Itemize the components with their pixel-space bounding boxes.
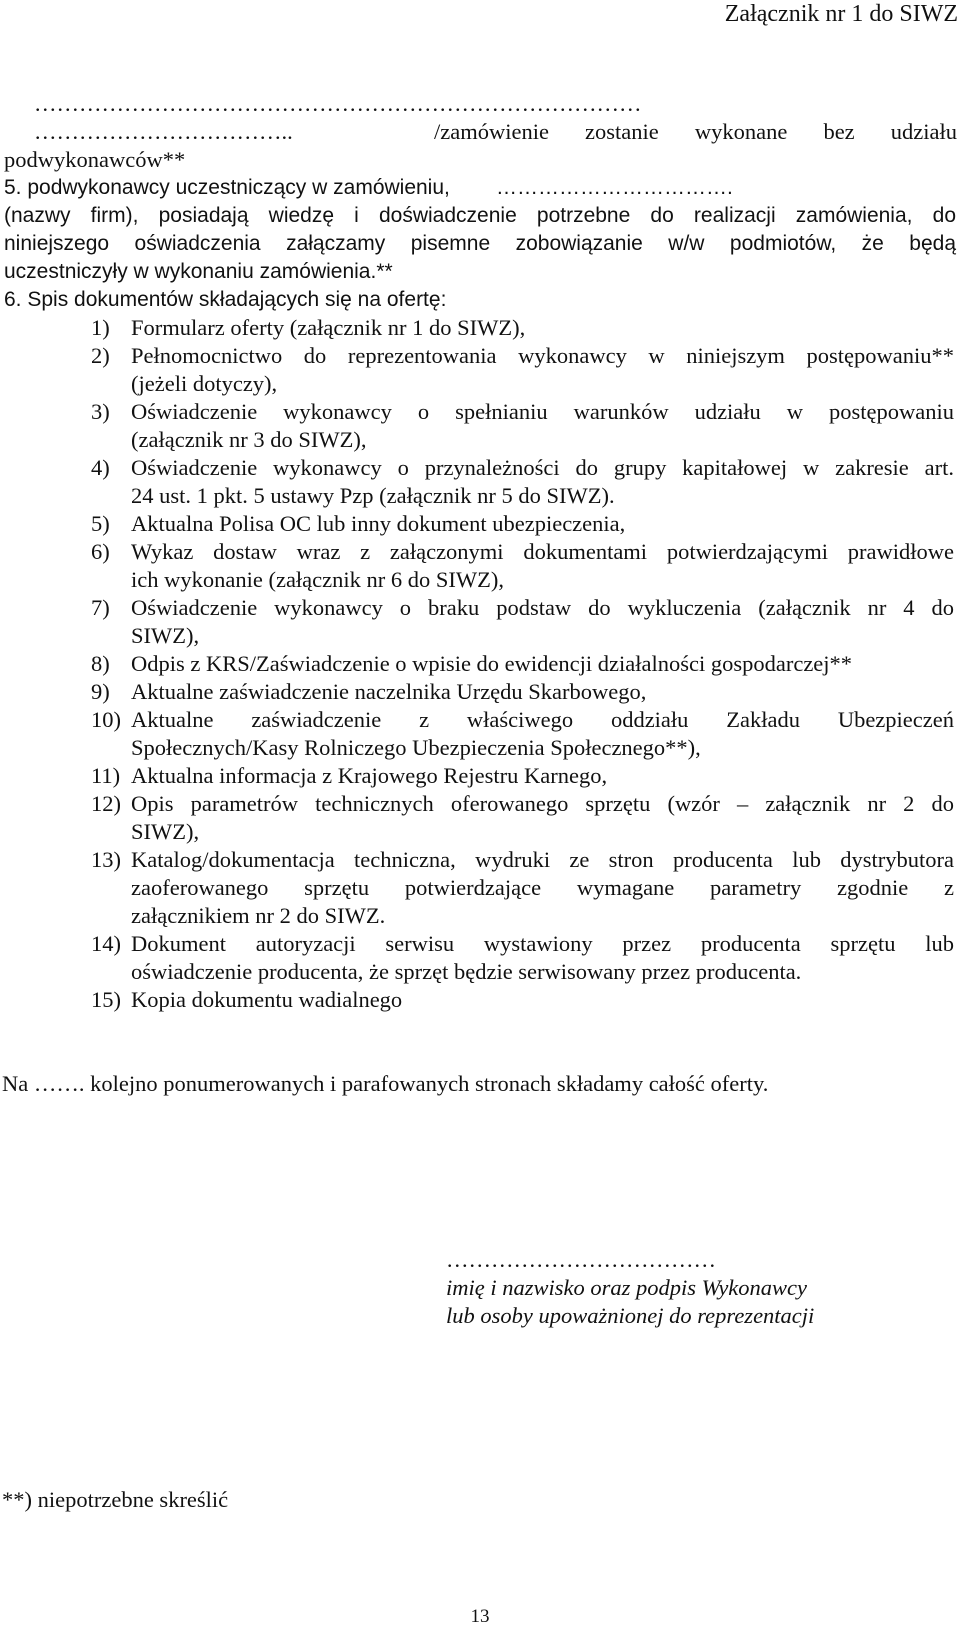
list-item: Dokument autoryzacji serwisu wystawiony przez producenta sprzętu lub — [131, 931, 954, 956]
section-5-dots: ……………………………. — [496, 176, 733, 199]
list-item: Oświadczenie wykonawcy o braku podstaw do wykluczenia (załącznik nr 4 do — [131, 595, 954, 620]
list-item: Oświadczenie wykonawcy o spełnianiu warunków udziału w postępowaniu — [131, 399, 954, 424]
list-item-number: 15) — [91, 987, 121, 1012]
list-item-continuation: załącznikiem nr 2 do SIWZ. — [131, 903, 386, 928]
list-item: Aktualne zaświadczenie naczelnika Urzędu Skarbowego, — [131, 679, 647, 704]
section-5-line-4: uczestniczyły w wykonaniu zamówienia.** — [4, 260, 393, 283]
list-item-number: 13) — [91, 847, 121, 872]
list-item: Oświadczenie wykonawcy o przynależności do grupy kapitałowej w zakresie art. — [131, 455, 954, 480]
list-item-continuation: (jeżeli dotyczy), — [131, 371, 278, 396]
list-item-number: 8) — [91, 651, 110, 676]
list-item-continuation: (załącznik nr 3 do SIWZ), — [131, 427, 367, 452]
list-item: Aktualna informacja z Krajowego Rejestru Karnego, — [131, 763, 608, 788]
section-5-line-3: niniejszego oświadczenia załączamy pisemne zobowiązanie w/w podmiotów, że będą — [4, 232, 956, 255]
list-item: Wykaz dostaw wraz z załączonymi dokumentami potwierdzającymi prawidłowe — [131, 539, 954, 564]
list-item-number: 3) — [91, 399, 110, 424]
list-item-continuation: Społecznych/Kasy Rolniczego Ubezpieczenia Społecznego**), — [131, 735, 701, 760]
list-item-number: 10) — [91, 707, 121, 732]
no-subcontractors-text: /zamówienie zostanie wykonane bez udziału — [434, 119, 957, 144]
no-subcontractors-text-cont: podwykonawców** — [4, 147, 186, 172]
list-item-number: 2) — [91, 343, 110, 368]
list-item-number: 7) — [91, 595, 110, 620]
list-item: Odpis z KRS/Zaświadczenie o wpisie do ewidencji działalności gospodarczej** — [131, 651, 853, 676]
section-6-heading: 6. Spis dokumentów składających się na ofertę: — [4, 288, 447, 311]
list-item-number: 5) — [91, 511, 110, 536]
list-item: Kopia dokumentu wadialnego — [131, 987, 403, 1012]
list-item-number: 1) — [91, 315, 110, 340]
list-item: Aktualne zaświadczenie z właściwego oddziału Zakładu Ubezpieczeń — [131, 707, 954, 732]
list-item: Pełnomocnictwo do reprezentowania wykonawcy w niniejszym postępowaniu** — [131, 343, 954, 368]
pages-statement: Na ……. kolejno ponumerowanych i parafowanych stronach składamy całość oferty. — [2, 1071, 769, 1096]
list-item: Katalog/dokumentacja techniczna, wydruki ze stron producenta lub dystrybutora — [131, 847, 954, 872]
list-item: Formularz oferty (załącznik nr 1 do SIWZ), — [131, 315, 526, 340]
list-item: Opis parametrów technicznych oferowanego sprzętu (wzór – załącznik nr 2 do — [131, 791, 954, 816]
list-item-number: 4) — [91, 455, 110, 480]
signature-caption-line-1: imię i nazwisko oraz podpis Wykonawcy — [446, 1275, 808, 1300]
section-5-line-1: 5. podwykonawcy uczestniczący w zamówieniu, — [4, 176, 450, 199]
signature-dots: ……………………………… — [446, 1247, 716, 1272]
list-item-number: 9) — [91, 679, 110, 704]
footnote: **) niepotrzebne skreślić — [2, 1487, 229, 1512]
list-item-number: 14) — [91, 931, 121, 956]
list-item-continuation: SIWZ), — [131, 819, 200, 844]
dotted-placeholder: …………………………….. — [34, 119, 293, 144]
list-item-number: 6) — [91, 539, 110, 564]
list-item-continuation: zaoferowanego sprzętu potwierdzające wymagane parametry zgodnie z — [131, 875, 954, 900]
list-item-continuation: SIWZ), — [131, 623, 200, 648]
dotted-line: ……………………………………………………………………… — [34, 91, 642, 116]
list-item-continuation: 24 ust. 1 pkt. 5 ustawy Pzp (załącznik nr 5 do SIWZ). — [131, 483, 615, 508]
section-5-line-2: (nazwy firm), posiadają wiedzę i doświadczenie potrzebne do realizacji zamówienia, do — [4, 204, 956, 227]
list-item-number: 12) — [91, 791, 121, 816]
page-header: Załącznik nr 1 do SIWZ — [724, 1, 958, 27]
list-item-continuation: ich wykonanie (załącznik nr 6 do SIWZ), — [131, 567, 504, 592]
list-item: Aktualna Polisa OC lub inny dokument ubezpieczenia, — [131, 511, 626, 536]
signature-caption-line-2: lub osoby upoważnionej do reprezentacji — [446, 1303, 815, 1328]
list-item-continuation: oświadczenie producenta, że sprzęt będzie serwisowany przez producenta. — [131, 959, 802, 984]
list-item-number: 11) — [91, 763, 121, 788]
page-number: 13 — [470, 1606, 490, 1627]
